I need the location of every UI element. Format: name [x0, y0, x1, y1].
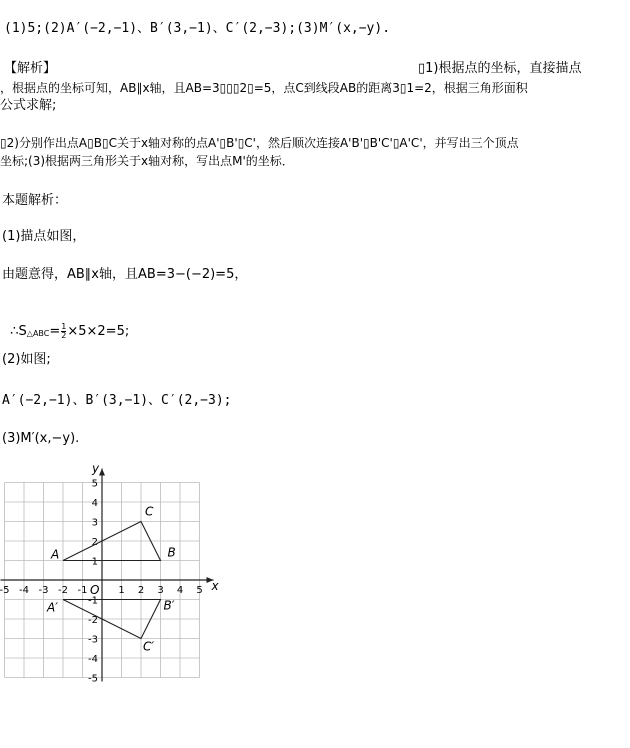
solution-step3: (3)M′(x,−y). — [2, 431, 80, 446]
analysis-line5: 坐标;(3)根据两三角形关于x轴对称，写出点M'的坐标． — [0, 154, 294, 168]
x-tick-label: -4 — [19, 585, 29, 596]
solution-title: 本题解析： — [2, 193, 68, 208]
analysis-line3: 公式求解; — [0, 98, 57, 113]
analysis-line4: ▯2)分别作出点A▯B▯C关于x轴对称的点A'▯B'▯C'，然后顺次连接A'B'▯B'C'▯A'C'，并写出三个顶点 — [0, 136, 519, 150]
y-tick-label: 2 — [91, 537, 98, 548]
x-tick-label: -1 — [77, 585, 88, 596]
x-axis-label: x — [211, 579, 219, 593]
y-tick-label: -4 — [88, 654, 98, 665]
x-tick-label: 1 — [118, 585, 125, 596]
analysis-header: 【解析】 — [4, 61, 57, 76]
fraction — [61, 323, 66, 340]
y-tick-label: 5 — [91, 478, 98, 490]
coordinate-figure — [0, 460, 230, 690]
area-subscript: △ABC — [26, 329, 50, 338]
point-label: C′ — [143, 639, 155, 654]
y-axis-arrow — [99, 469, 105, 476]
point-label: A′ — [47, 600, 58, 615]
point-labels — [46, 505, 176, 654]
answer-line: (1)5;(2)A′(−2,−1)、B′(3,−1)、C′(2,−3);(3)M′(x,−y). — [4, 21, 391, 36]
area-rest: ×5×2=5; — [67, 324, 130, 339]
analysis-line1: ▯1)根据点的坐标，直接描点 — [418, 61, 582, 76]
area-formula — [2, 305, 129, 343]
x-tick-label: -5 — [0, 585, 10, 596]
point-label: B — [167, 545, 176, 560]
point-label: B′ — [163, 598, 175, 613]
fraction-denominator: 2 — [61, 331, 67, 340]
point-label: C — [145, 504, 154, 519]
x-tick-label: 5 — [196, 585, 203, 596]
y-tick-label: 1 — [91, 556, 98, 568]
y-tick-label: -1 — [88, 595, 98, 607]
y-tick-label: 4 — [91, 498, 98, 509]
x-tick-label: -3 — [38, 585, 49, 596]
y-tick-label: 3 — [91, 517, 98, 529]
point-label: A — [51, 547, 60, 562]
tick-labels — [0, 479, 203, 685]
analysis-line2: ，根据点的坐标可知，AB∥x轴，且AB=3▯▯▯2▯=5，点C到线段AB的距离3▯1=2，根据三角形面积 — [0, 81, 528, 95]
x-tick-label: -2 — [58, 585, 68, 596]
y-axis-label: y — [92, 461, 100, 476]
x-tick-label: 3 — [157, 585, 164, 596]
origin-label: O — [90, 583, 100, 597]
solution-step2: (2)如图; — [2, 352, 51, 367]
fraction-numerator: 1 — [61, 322, 67, 331]
y-tick-label: -2 — [88, 615, 98, 626]
x-tick-label: 2 — [137, 585, 145, 596]
axes — [1, 462, 220, 682]
solution-step1b: 由题意得，AB∥x轴，且AB=3−(−2)=5， — [2, 267, 248, 282]
solution-step2b: A′(−2,−1)、B′(3,−1)、C′(2,−3); — [2, 393, 232, 408]
y-tick-label: -5 — [88, 673, 98, 685]
y-tick-label: -3 — [88, 634, 98, 646]
area-equals: = — [49, 324, 61, 339]
area-prefix: ∴S — [10, 324, 27, 339]
solution-step1: (1)描点如图， — [2, 229, 86, 244]
x-tick-label: 4 — [176, 585, 184, 596]
